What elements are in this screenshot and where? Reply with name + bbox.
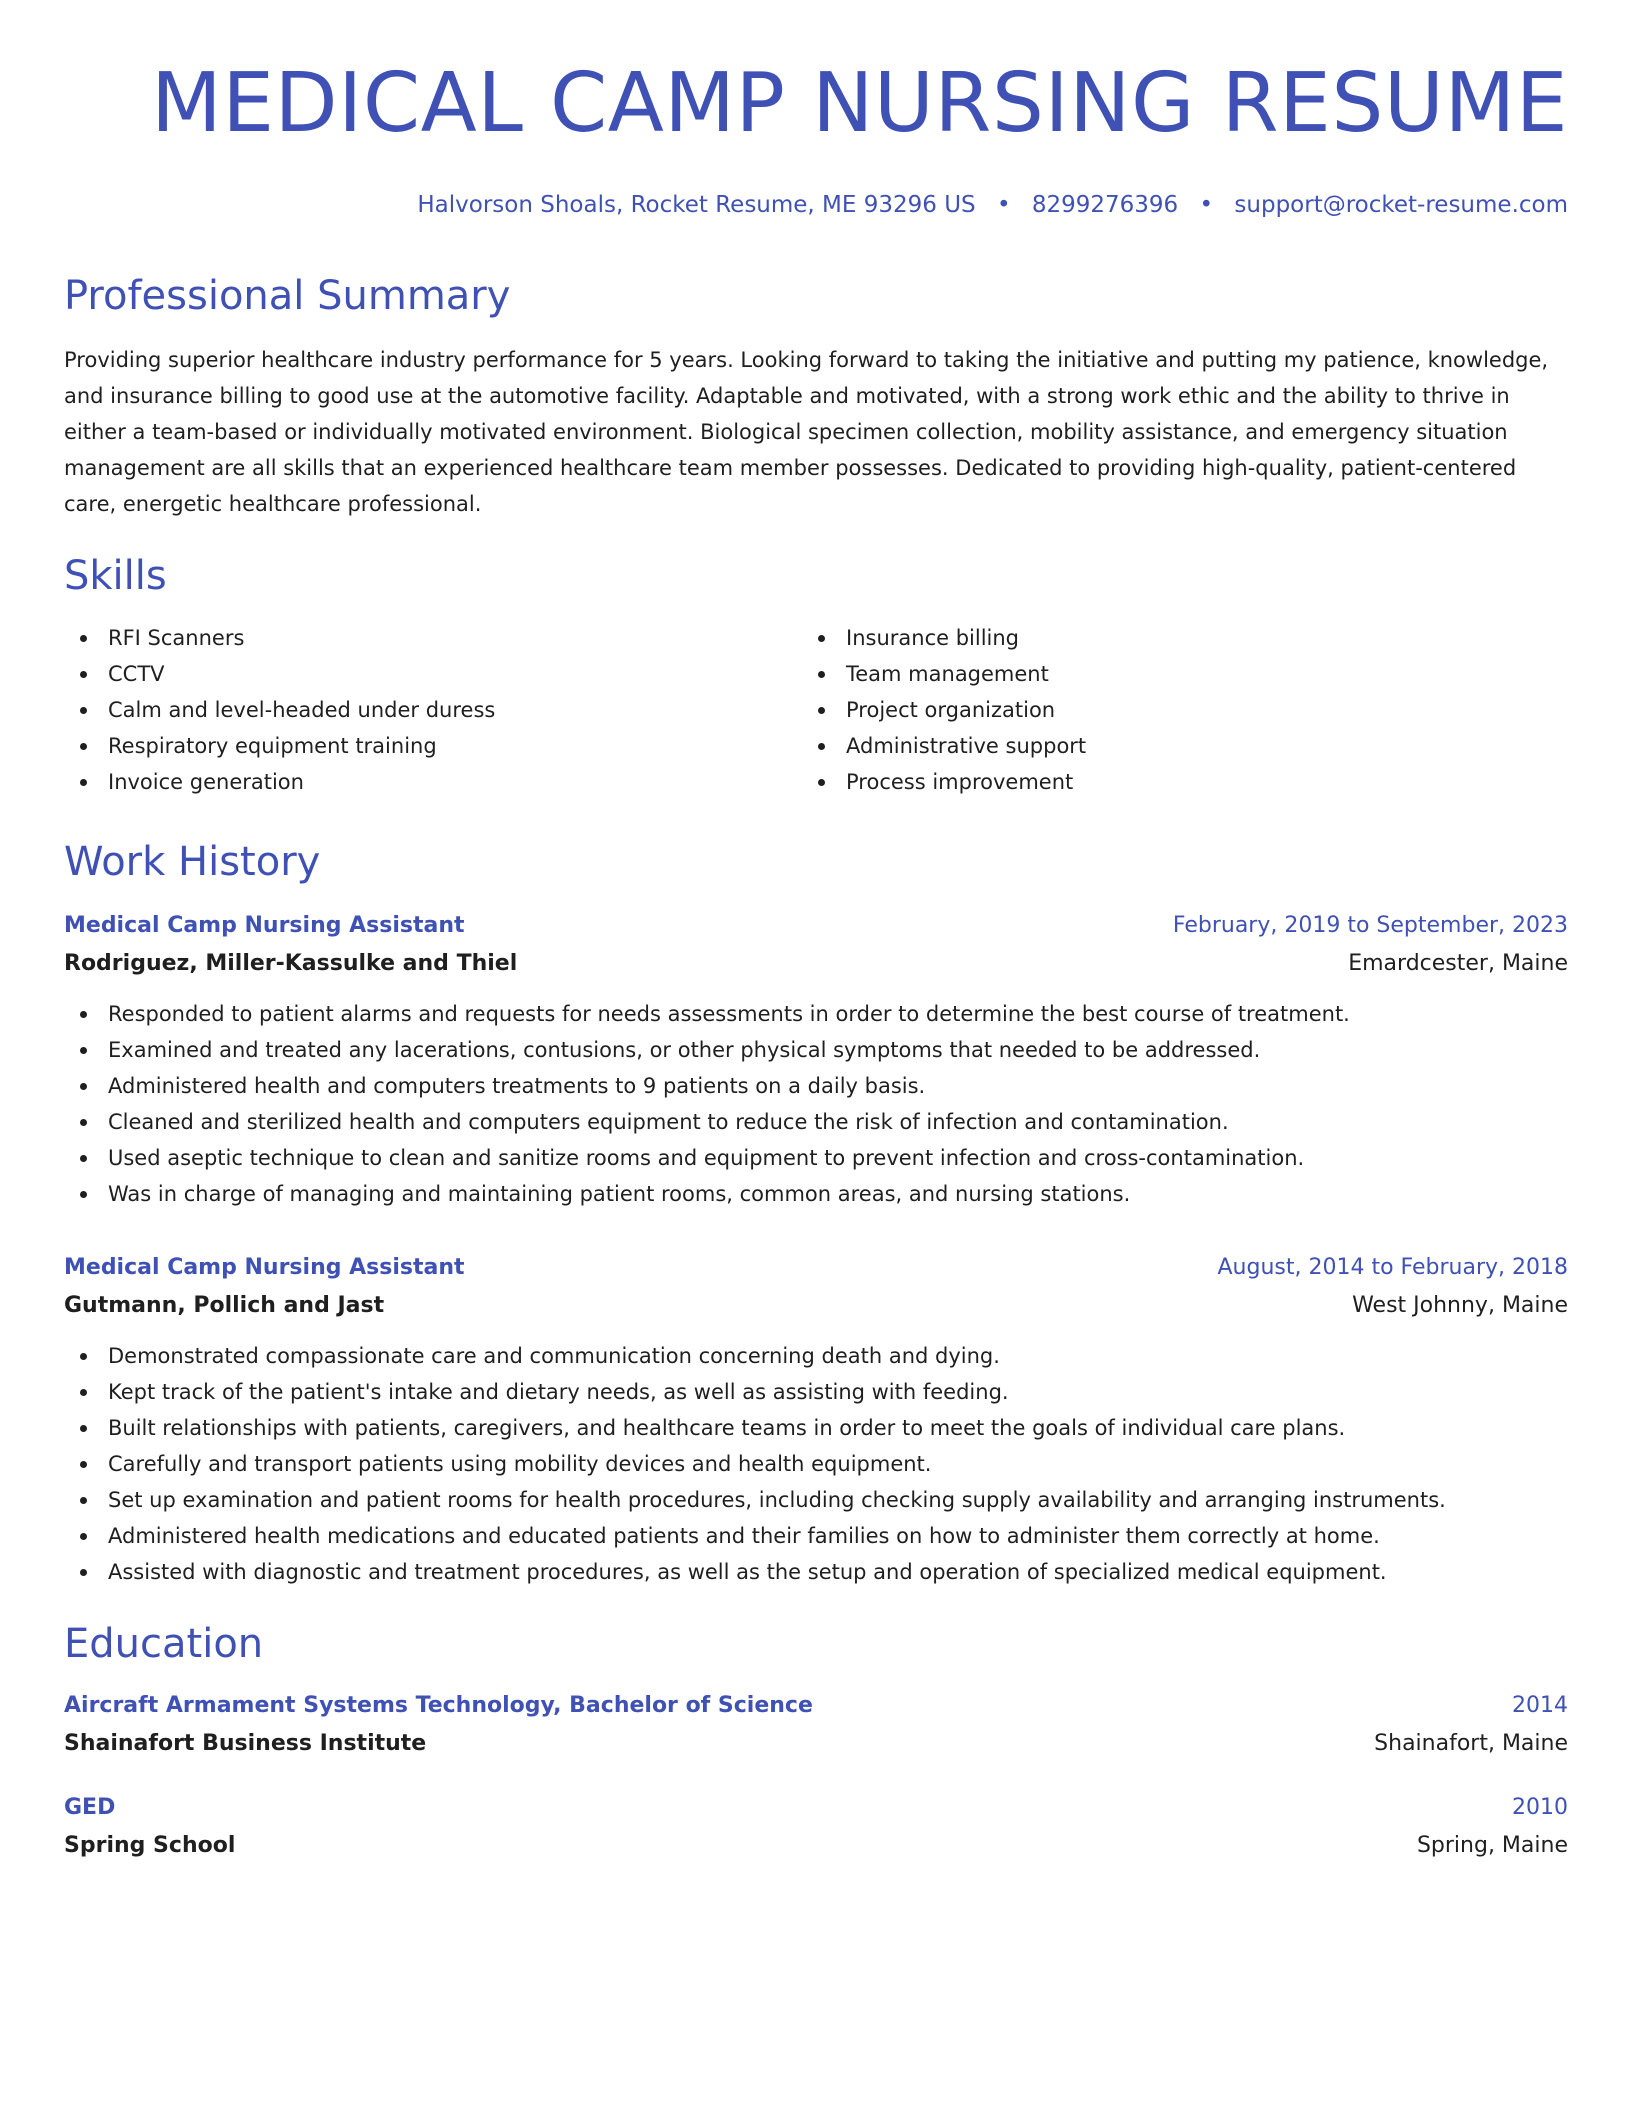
job-bullet: Responded to patient alarms and requests for needs assessments in order to determine the best course of treatment. xyxy=(64,996,1568,1032)
education-entry xyxy=(64,1790,1568,1866)
job-bullet: Used aseptic technique to clean and sanitize rooms and equipment to prevent infection and cross-contamination. xyxy=(64,1140,1568,1176)
job-bullet: Cleaned and sterilized health and computers equipment to reduce the risk of infection and contamination. xyxy=(64,1104,1568,1140)
job-bullet: Was in charge of managing and maintaining patient rooms, common areas, and nursing stations. xyxy=(64,1176,1568,1212)
job-title: Medical Camp Nursing Assistant xyxy=(64,913,465,938)
job-title: Medical Camp Nursing Assistant xyxy=(64,1255,465,1280)
education-school-row xyxy=(64,1724,1568,1764)
contact-line xyxy=(64,190,1568,220)
skill-item: Process improvement xyxy=(802,764,1568,800)
education-year: 2014 xyxy=(1512,1693,1568,1718)
skill-item: Respiratory equipment training xyxy=(64,728,802,764)
education-school-row xyxy=(64,1826,1568,1866)
job-bullet: Demonstrated compassionate care and communication concerning death and dying. xyxy=(64,1338,1568,1374)
skill-item: Project organization xyxy=(802,692,1568,728)
job-entry xyxy=(64,908,1568,1212)
education-header-row xyxy=(64,1688,1568,1724)
skills-grid xyxy=(64,620,1568,800)
job-header-row xyxy=(64,1250,1568,1286)
skill-item: RFI Scanners xyxy=(64,620,802,656)
education-entry xyxy=(64,1688,1568,1764)
education-location: Shainafort, Maine xyxy=(1374,1731,1568,1756)
resume-title: MEDICAL CAMP NURSING RESUME xyxy=(150,56,1568,151)
education-school: Shainafort Business Institute xyxy=(64,1731,427,1756)
education-location: Spring, Maine xyxy=(1416,1833,1568,1858)
section-heading: Skills xyxy=(64,553,167,599)
skill-item: Invoice generation xyxy=(64,764,802,800)
education-school: Spring School xyxy=(64,1833,236,1858)
job-bullet: Assisted with diagnostic and treatment procedures, as well as the setup and operation of specialized medical equipment. xyxy=(64,1554,1568,1590)
job-dates: August, 2014 to February, 2018 xyxy=(1217,1255,1568,1280)
education-section xyxy=(64,1618,1568,1866)
job-bullet: Built relationships with patients, caregivers, and healthcare teams in order to meet the goals of individual care plans. xyxy=(64,1410,1568,1446)
job-bullet: Examined and treated any lacerations, contusions, or other physical symptoms that needed to be addressed. xyxy=(64,1032,1568,1068)
job-header-row xyxy=(64,908,1568,944)
skill-item: Administrative support xyxy=(802,728,1568,764)
job-company-row xyxy=(64,944,1568,984)
job-bullet: Administered health and computers treatments to 9 patients on a daily basis. xyxy=(64,1068,1568,1104)
job-location: Emardcester, Maine xyxy=(1348,951,1568,976)
job-bullets xyxy=(64,996,1568,1212)
job-bullet: Kept track of the patient's intake and dietary needs, as well as assisting with feeding. xyxy=(64,1374,1568,1410)
education-degree: Aircraft Armament Systems Technology, Bachelor of Science xyxy=(64,1693,813,1718)
education-degree: GED xyxy=(64,1795,116,1820)
work-history-section xyxy=(64,836,1568,1590)
section-heading: Education xyxy=(64,1621,264,1667)
skill-item: Team management xyxy=(802,656,1568,692)
job-bullet: Administered health medications and educated patients and their families on how to administer them correctly at home. xyxy=(64,1518,1568,1554)
job-bullet: Carefully and transport patients using mobility devices and health equipment. xyxy=(64,1446,1568,1482)
skills-list-left xyxy=(64,620,802,800)
job-company-row xyxy=(64,1286,1568,1326)
job-company: Rodriguez, Miller-Kassulke and Thiel xyxy=(64,951,518,976)
job-bullets xyxy=(64,1338,1568,1590)
contact-email[interactable]: support@rocket-resume.com xyxy=(1234,192,1568,218)
section-heading: Work History xyxy=(64,839,321,885)
skill-item: Insurance billing xyxy=(802,620,1568,656)
job-entry xyxy=(64,1250,1568,1590)
contact-address: Halvorson Shoals, Rocket Resume, ME 93296 US xyxy=(417,192,976,218)
skill-item: CCTV xyxy=(64,656,802,692)
job-company: Gutmann, Pollich and Jast xyxy=(64,1293,385,1318)
job-dates: February, 2019 to September, 2023 xyxy=(1172,913,1568,938)
job-location: West Johnny, Maine xyxy=(1352,1293,1568,1318)
summary-text: Providing superior healthcare industry performance for 5 years. Looking forward to taking the initiative and putting my patience, knowledge, and insurance billing to good use at the automotive facility. Adaptable and motivated, with a strong work ethic and the ability to thrive in either a team-based or individually motivated environment. Biological specimen collection, mobility assistance, and emergency situation management are all skills that an experienced healthcare team member possesses. Dedicated to providing high-quality, patient-centered care, energetic healthcare professional. xyxy=(64,348,1549,516)
summary-section xyxy=(64,270,1568,522)
section-heading: Professional Summary xyxy=(64,273,511,319)
contact-separator: • xyxy=(1199,192,1214,218)
education-header-row xyxy=(64,1790,1568,1826)
skills-list-right xyxy=(802,620,1568,800)
contact-phone: 8299276396 xyxy=(1031,192,1179,218)
education-year: 2010 xyxy=(1512,1795,1568,1820)
job-bullet: Set up examination and patient rooms for health procedures, including checking supply availability and arranging instruments. xyxy=(64,1482,1568,1518)
skills-section xyxy=(64,550,1568,800)
contact-separator: • xyxy=(996,192,1011,218)
skill-item: Calm and level-headed under duress xyxy=(64,692,802,728)
